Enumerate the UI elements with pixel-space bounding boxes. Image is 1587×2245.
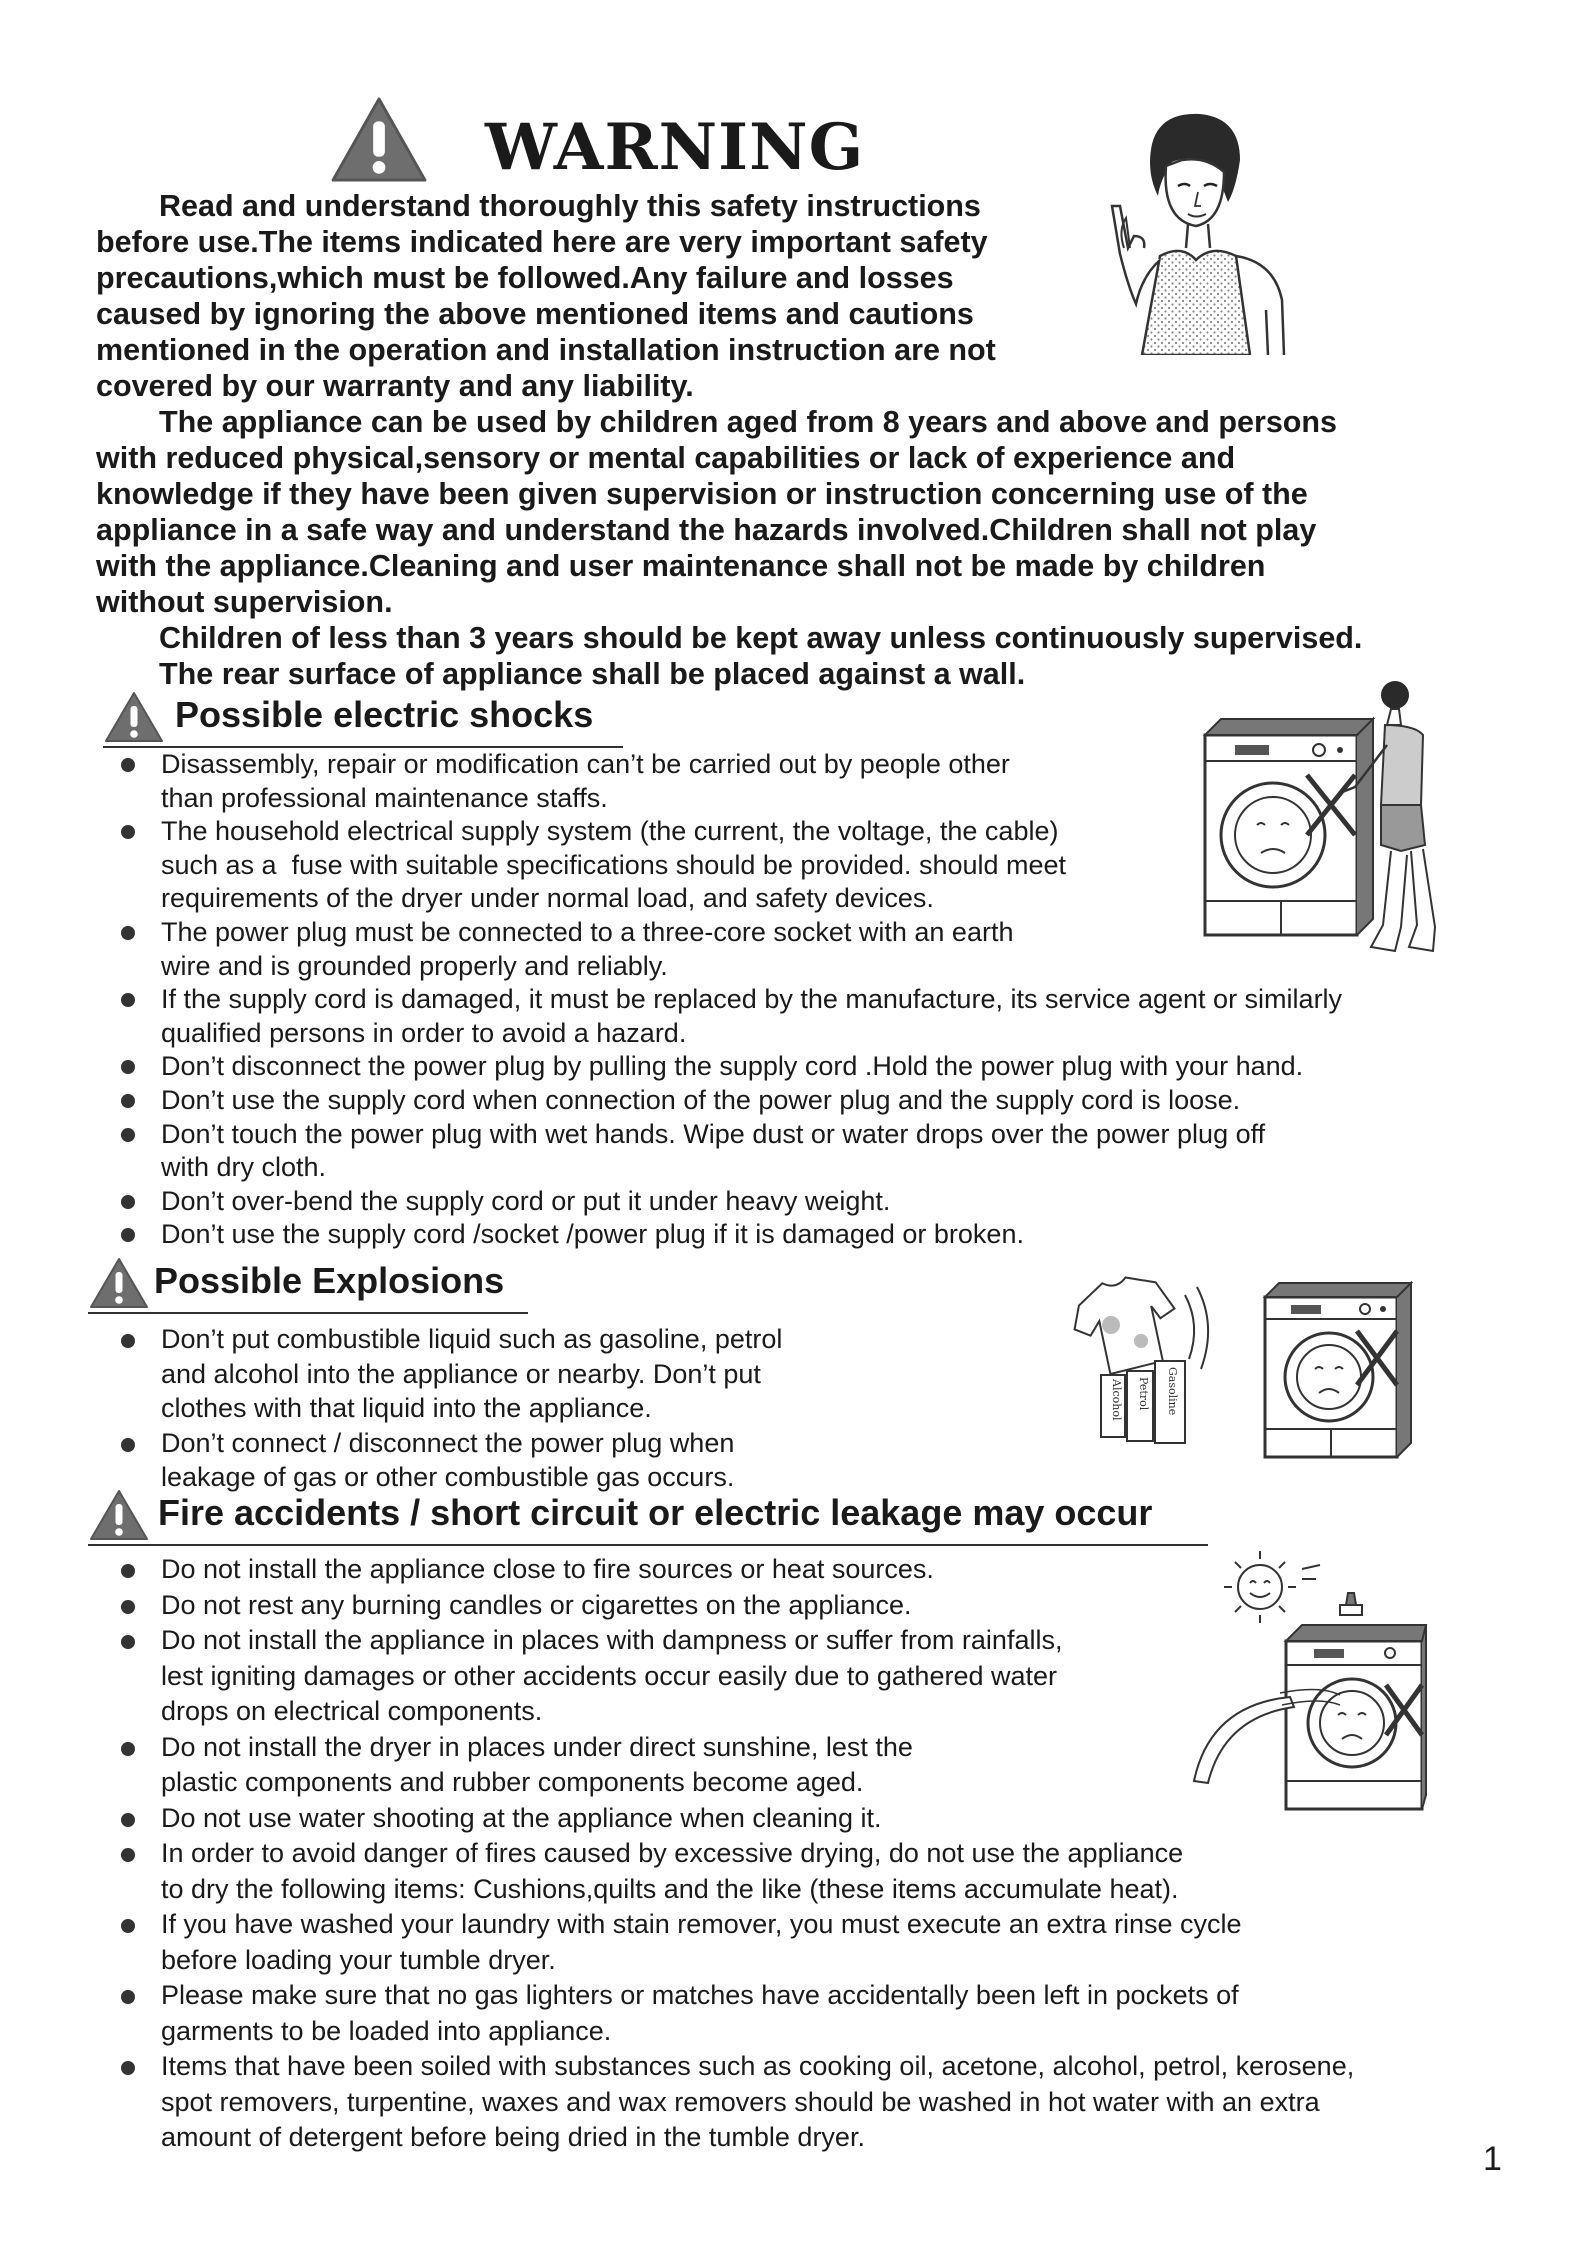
intro-paragraph-2 (96, 404, 1496, 692)
list-item-line: leakage of gas or other combustible gas occurs. (161, 1462, 735, 1492)
list-item-line: If you have washed your laundry with stain remover, you must execute an extra rinse cycle (161, 1909, 1242, 1939)
list-item-line: Don’t disconnect the power plug by pulling the supply cord .Hold the power plug with your hand. (161, 1051, 1304, 1082)
list-item-line: than professional maintenance staffs. (161, 782, 608, 813)
page-number: 1 (1483, 2140, 1502, 2178)
section-underline (88, 1312, 528, 1314)
section-underline (88, 1544, 1208, 1546)
list-item-line: lest igniting damages or other accidents occur easily due to gathered water (161, 1660, 1058, 1691)
list-item-line: Items that have been soiled with substances such as cooking oil, acetone, alcohol, petrol, kerosene, (161, 2051, 1355, 2081)
list-item-line: Do not install the dryer in places under direct sunshine, lest the (161, 1731, 913, 1762)
list-item-line: amount of detergent before being dried in the tumble dryer. (161, 2122, 865, 2152)
bottle-label: Alcohol (1110, 1379, 1123, 1421)
list-item-line: and alcohol into the appliance or nearby. Don’t put (161, 1358, 761, 1389)
intro-line: The appliance can be used by children aged from 8 years and above and persons (159, 405, 1338, 439)
list-item (96, 1978, 1576, 2049)
intro-line: knowledge if they have been given supervision or instruction concerning use of the (96, 477, 1308, 511)
list-item-line: Do not rest any burning candles or cigarettes on the appliance. (161, 1589, 912, 1620)
dryer-with-man-illustration (1195, 675, 1465, 965)
list-item-line: clothes with that liquid into the appliance. (161, 1393, 652, 1423)
list-item-line: Don’t connect / disconnect the power plug when (161, 1427, 735, 1458)
list-item (96, 1050, 1496, 1084)
section-heading-electric-shocks (103, 690, 623, 744)
sun-water-dryer-illustration (1190, 1545, 1450, 1815)
list-item-line: In order to avoid danger of fires caused by excessive drying, do not use the appliance (161, 1838, 1184, 1868)
list-item-line: Don’t touch the power plug with wet hands. Wipe dust or water drops over the power plug off (161, 1118, 1266, 1149)
warning-triangle-icon (103, 690, 165, 744)
list-item-line: The household electrical supply system (the current, the voltage, the cable) (161, 816, 1059, 847)
list-item-line: Don’t use the supply cord /socket /power plug if it is damaged or broken. (161, 1219, 1024, 1250)
intro-paragraph-1 (96, 188, 1076, 404)
list-item-line: Do not use water shooting at the appliance when cleaning it. (161, 1802, 882, 1833)
list-item-line: Don’t over-bend the supply cord or put it under heavy weight. (161, 1185, 891, 1216)
list-item-line: with dry cloth. (161, 1152, 327, 1183)
list-item (96, 1084, 1496, 1118)
list-item-line: Don’t use the supply cord when connection of the power plug and the supply cord is loose. (161, 1084, 1241, 1115)
intro-line: The rear surface of appliance shall be placed against a wall. (159, 657, 1026, 691)
list-item-line: wire and is grounded properly and reliably. (161, 950, 668, 981)
section-title: Fire accidents / short circuit or electric leakage may occur (158, 1492, 1153, 1533)
warning-triangle-icon (88, 1256, 150, 1310)
bottle-label: Gasoline (1166, 1367, 1179, 1416)
section-heading-explosions (88, 1256, 528, 1310)
intro-line: caused by ignoring the above mentioned items and cautions (96, 297, 974, 331)
intro-line: appliance in a safe way and understand the hazards involved.Children shall not play (96, 513, 1317, 547)
list-item-line: The power plug must be connected to a three-core socket with an earth (161, 916, 1014, 947)
intro-line: covered by our warranty and any liability. (96, 369, 694, 403)
intro-line: Read and understand thoroughly this safety instructions (159, 189, 981, 223)
intro-line: Children of less than 3 years should be kept away unless continuously supervised. (159, 621, 1363, 655)
list-item (96, 983, 1496, 1050)
section-heading-fire-accidents (88, 1488, 1208, 1542)
section-title: Possible electric shocks (175, 694, 594, 735)
section-title: Possible Explosions (154, 1260, 505, 1301)
list-item-line: spot removers, turpentine, waxes and wax removers should be washed in hot water with an extra (161, 2086, 1320, 2117)
intro-line: mentioned in the operation and installation instruction are not (96, 333, 996, 367)
list-item (96, 1426, 896, 1495)
woman-pointing-illustration (1090, 110, 1290, 355)
bottle-label: Petrol (1137, 1377, 1150, 1411)
list-item (96, 1185, 1496, 1219)
list-item-line: If the supply cord is damaged, it must be replaced by the manufacture, its service agent or similarly (161, 984, 1343, 1015)
list-item (96, 1836, 1576, 1907)
list-item-line: to dry the following items: Cushions,quilts and the like (these items accumulate heat). (161, 1873, 1179, 1904)
list-item-line: such as a fuse with suitable specifications should be provided. should meet (161, 849, 1067, 880)
list-item-line: Don’t put combustible liquid such as gasoline, petrol (161, 1324, 783, 1354)
list-item-line: Do not install the appliance close to fire sources or heat sources. (161, 1554, 934, 1584)
list-item (96, 1907, 1576, 1978)
warning-header (320, 92, 920, 202)
intro-line: precautions,which must be followed.Any failure and losses (96, 261, 954, 295)
intro-line: with reduced physical,sensory or mental capabilities or lack of experience and (96, 441, 1236, 475)
list-item-line: plastic components and rubber components become aged. (161, 1767, 864, 1797)
warning-triangle-icon (330, 96, 428, 184)
intro-line: without supervision. (96, 585, 393, 619)
list-item-line: requirements of the dryer under normal load, and safety devices. (161, 883, 934, 914)
list-item-line: before loading your tumble dryer. (161, 1944, 556, 1975)
list-item (96, 2049, 1576, 2156)
list-item (96, 1118, 1496, 1185)
intro-line: with the appliance.Cleaning and user maintenance shall not be made by children (96, 549, 1266, 583)
explosions-list (96, 1322, 896, 1495)
list-item-line: Disassembly, repair or modification can’t be carried out by people other (161, 749, 1010, 779)
list-item-line: garments to be loaded into appliance. (161, 2015, 612, 2046)
intro-line: before use.The items indicated here are very important safety (96, 225, 988, 259)
list-item (96, 1218, 1496, 1252)
list-item-line: qualified persons in order to avoid a hazard. (161, 1017, 687, 1048)
list-item-line: Do not install the appliance in places with dampness or suffer from rainfalls, (161, 1625, 1063, 1655)
list-item-line: Please make sure that no gas lighters or matches have accidentally been left in pockets of (161, 1980, 1239, 2010)
warning-triangle-icon (88, 1488, 150, 1542)
list-item-line: drops on electrical components. (161, 1696, 543, 1726)
combustible-liquids-illustration (1065, 1265, 1420, 1465)
list-item (96, 1322, 896, 1426)
page-title: WARNING (485, 110, 865, 185)
